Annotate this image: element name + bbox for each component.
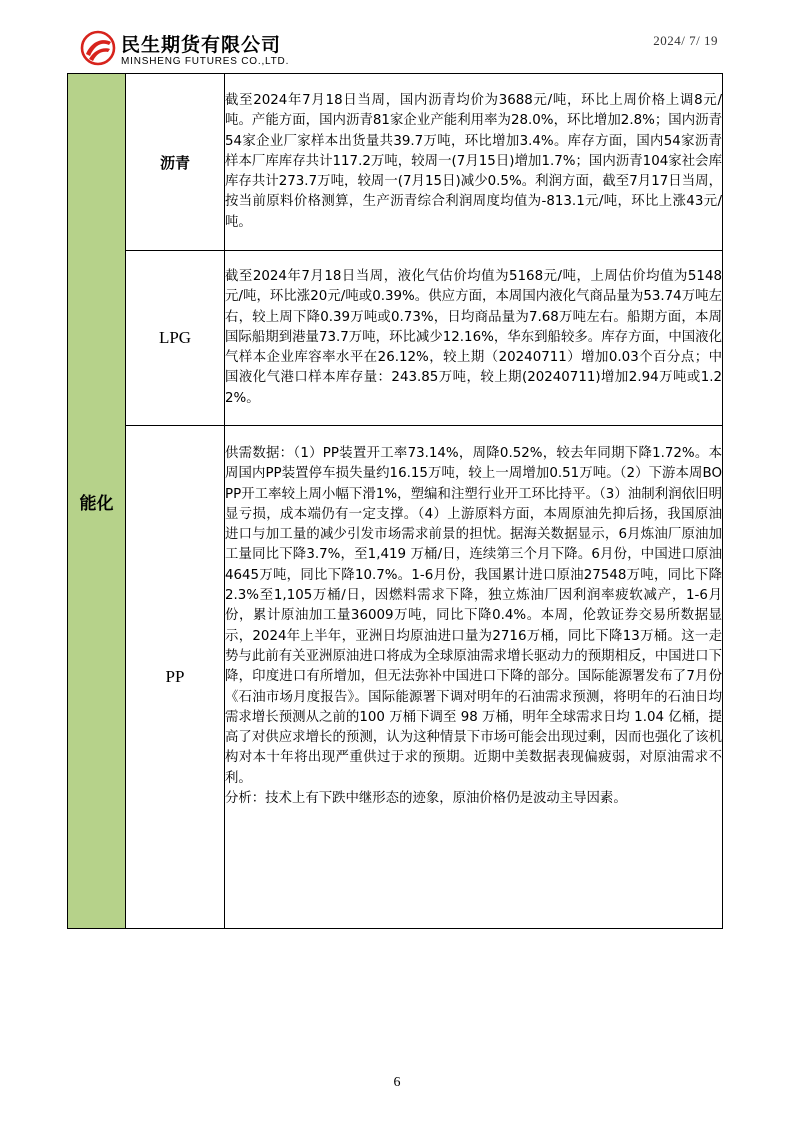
commodity-name: 沥青 (126, 74, 225, 251)
commodity-commentary: 截至2024年7月18日当周，国内沥青均价为3688元/吨，环比上周价格上调8元/吨。产能方面，国内沥青81家企业产能利用率为28.0%，环比增加2.8%；国内沥青54家企业厂家样本出货量共39.7万吨，环比增加3.4%。库存方面，国内54家沥青样本厂库库存共计117.2万吨，较周一(7月15日)增加1.7%；国内沥青104家社会库库存共计273.7万吨，较周一(7月15日)减少0.5%。利润方面，截至7月17日当周，按当前原料价格测算，生产沥青综合利润周度均值为-813.1元/吨，环比上涨43元/吨。 (225, 74, 723, 251)
commodity-table (67, 73, 723, 929)
commentary-body: 供需数据：（1）PP装置开工率73.14%，周降0.52%，较去年同期下降1.72%。本周国内PP装置停车损失量约16.15万吨，较上一周增加0.51万吨。（2）下游本周BOPP开工率较上周小幅下滑1%，塑编和注塑行业开工环比持平。（3）油制利润依旧明显亏损，成本端仍有一定支撑。（4）上游原料方面，本周原油先抑后扬，我国原油进口与加工量的减少引发市场需求前景的担忧。据海关数据显示，6月炼油厂原油加工量同比下降3.7%，至1,419 万桶/日，连续第三个月下降。6月份，中国进口原油4645万吨，同比下降10.7%。1-6月份，我国累计进口原油27548万吨，同比下降2.3%至1,105万桶/日，因燃料需求下降，独立炼油厂因利润率疲软减产，1-6月份，累计原油加工量36009万吨，同比下降0.4%。本周，伦敦证券交易所数据显示，2024年上半年，亚洲日均原油进口量为2716万桶，同比下降13万桶。这一走势与此前有关亚洲原油进口将成为全球原油需求增长驱动力的预期相反，中国进口下降，印度进口有所增加，但无法弥补中国进口下降的部分。国际能源署发布了7月份《石油市场月度报告》。国际能源署下调对明年的石油需求预测，将明年的石油日均需求增长预测从之前的100 万桶下调至 98 万桶，明年全球需求日均 1.04 亿桶，提高了对供应求增长的预测，认为这种情景下市场可能会出现过剩，因而也强化了该机构对本十年将出现严重供过于求的预期。近期中美数据表现偏疲弱，对原油需求不利。 (225, 446, 722, 786)
report-date: 2024/ 7/ 19 (653, 33, 718, 48)
commodity-commentary: 截至2024年7月18日当周，液化气估价均值为5168元/吨，上周估价均值为5148元/吨，环比涨20元/吨或0.39%。供应方面，本周国内液化气商品量为53.74万吨左右，较上周下降0.39万吨或0.73%，日均商品量为7.68万吨左右。船期方面，本周国际船期到港量73.7万吨，环比减少12.16%，华东到船较多。库存方面，中国液化气样本企业库容率水平在26.12%，较上期（20240711）增加0.03个百分点；中国液化气港口样本库存量：243.85万吨，较上期(20240711)增加2.94万吨或1.22%。 (225, 251, 723, 426)
commodity-name: PP (126, 426, 225, 929)
page-header (0, 0, 794, 72)
table-row (68, 251, 723, 426)
company-name-en: MINSHENG FUTURES CO.,LTD. (121, 56, 290, 67)
commentary-analysis: 分析：技术上有下跌中继形态的迹象，原油价格仍是波动主导因素。 (225, 791, 627, 807)
commodity-name: LPG (126, 251, 225, 426)
company-name-cn: 民生期货有限公司 (121, 34, 282, 56)
commodity-commentary (225, 426, 723, 929)
table-row (68, 74, 723, 251)
minsheng-logo-icon (80, 30, 116, 66)
page-number: 6 (393, 1075, 401, 1090)
sector-label: 能化 (68, 74, 126, 929)
table-row (68, 426, 723, 929)
